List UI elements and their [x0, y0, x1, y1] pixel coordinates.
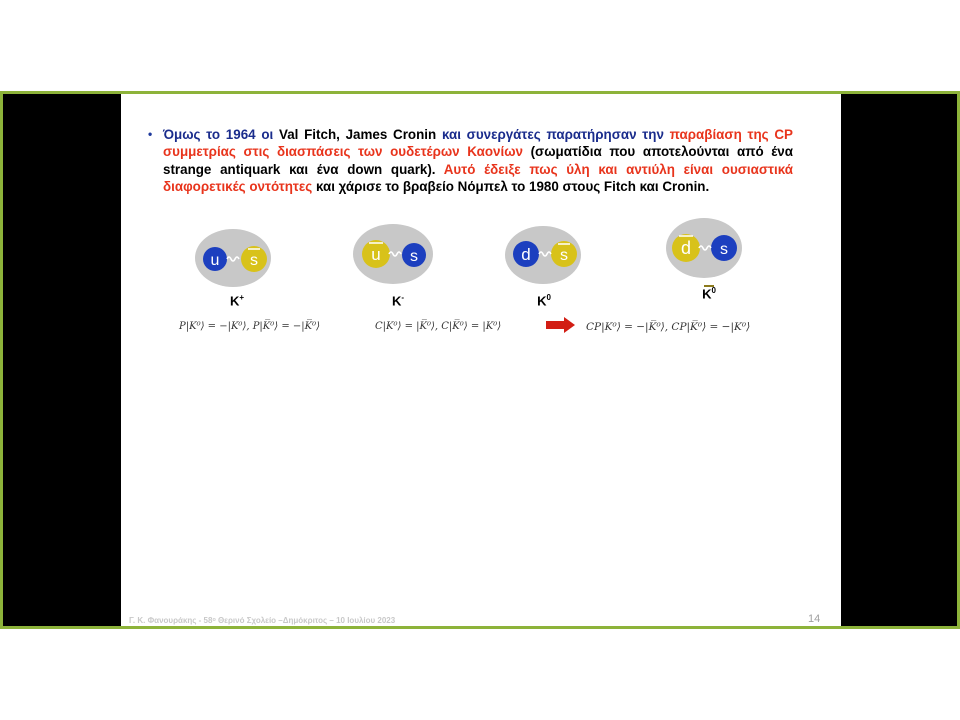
- meson-k0-diagram: [503, 223, 583, 287]
- bullet-paragraph: [148, 126, 793, 195]
- text-seg-5: (σωματίδια που αποτελούνται από ένα strange antiquark και ένα down quark).: [163, 144, 793, 177]
- quark-left-letter: d: [680, 238, 692, 258]
- text-seg-3: και συνεργάτες παρατήρησαν την: [441, 127, 670, 142]
- meson-kminus-label: K-: [391, 293, 405, 309]
- page-number: 14: [808, 613, 821, 625]
- footer-credit: Γ. Κ. Φανουράκης - 58ᵒ Θερινό Σχολείο –Δημόκριτος – 10 Ιουλίου 2023: [129, 616, 396, 625]
- quark-right-letter: s: [560, 247, 568, 264]
- quark-right-letter: s: [250, 252, 258, 269]
- quark-right-letter: s: [410, 248, 418, 265]
- meson-k0-label: $K^0$: [537, 293, 551, 309]
- presentation-frame: [0, 91, 960, 629]
- meson-antik0-diagram: [664, 216, 744, 280]
- text-seg-7: και χάρισε το βραβείο Νόμπελ το 1980 στους Fitch και Cronin.: [312, 178, 710, 194]
- meson-antik0-label: $K^0$: [702, 286, 716, 302]
- bullet-dot-icon: •: [148, 127, 153, 141]
- text-seg-6: Αυτό έδειξε πως ύλη και αντιύλη είναι ουσιαστικά διαφορετικές οντότητες: [163, 161, 793, 194]
- text-seg-2: Val Fitch, James Cronin: [279, 127, 442, 142]
- text-seg-1: Όμως το 1964 οι: [163, 127, 280, 142]
- charge-conjugation-equation: C|K⁰⟩ = |K̅⁰⟩, C|K̅⁰⟩ = |K⁰⟩: [375, 321, 502, 332]
- quark-left-letter: u: [210, 252, 220, 269]
- text-seg-4: παραβίαση της CP συμμετρίας στις διασπάσεις των ουδετέρων Καονίων: [163, 127, 793, 160]
- slide: [121, 94, 841, 626]
- meson-kminus-diagram: [351, 222, 435, 286]
- meson-kplus-diagram: [193, 226, 273, 290]
- implies-arrow-icon: [546, 317, 576, 333]
- quark-left-letter: u: [371, 245, 381, 264]
- cp-equation: CP|K⁰⟩ = −|K̅⁰⟩, CP|K̅⁰⟩ = −|K⁰⟩: [586, 321, 751, 333]
- quark-right-letter: s: [720, 241, 728, 258]
- quark-left-letter: d: [521, 245, 531, 264]
- parity-equation: P|K⁰⟩ = −|K⁰⟩, P|K̅⁰⟩ = −|K̅⁰⟩: [179, 321, 321, 332]
- meson-kplus-label: K+: [229, 293, 245, 309]
